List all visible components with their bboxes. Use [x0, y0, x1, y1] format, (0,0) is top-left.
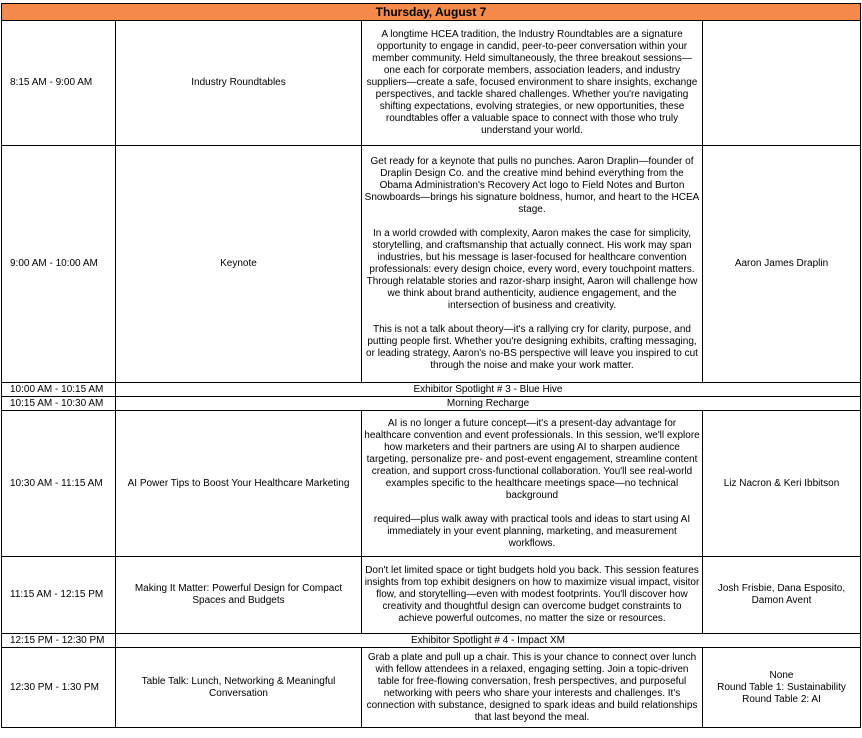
session-speakers: Liz Nacron & Keri Ibbitson — [703, 411, 861, 557]
schedule-row — [2, 383, 861, 397]
session-time: 12:15 PM - 12:30 PM — [2, 634, 116, 648]
schedule-row — [2, 411, 861, 557]
schedule-row — [2, 648, 861, 728]
schedule-row — [2, 557, 861, 634]
description-paragraph: A longtime HCEA tradition, the Industry Roundtables are a signature opportunity to engage in candid, peer-to-peer conversation within your member community. Held simultaneously, the three breakout sessions—one each for corporate members, association leaders, and industry suppliers—create a safe, focused environment to share insights, exchange perspectives, and tackle shared challenges. Whether you're navigating shifting expectations, evolving strategies, or new opportunities, these roundtables offer a valuable space to connect with those who truly understand your world. — [366, 29, 698, 136]
speaker-line: Round Table 1: Sustainability — [717, 681, 846, 693]
day-header-row — [2, 4, 861, 21]
description-paragraph: Grab a plate and pull up a chair. This is your chance to connect over lunch with fellow attendees in a relaxed, engaging setting. Join a topic-driven table for free-flowing conversation, fresh perspectives, and purposeful networking with peers who share your interests and challenges. It's connection with substance, designed to spark ideas and build relationships that last beyond the meal. — [366, 651, 698, 723]
session-title: Keynote — [116, 146, 362, 383]
session-speakers — [703, 21, 861, 146]
session-speakers: Josh Frisbie, Dana Esposito, Damon Avent — [703, 557, 861, 634]
session-speakers: Aaron James Draplin — [703, 146, 861, 383]
session-title: Making It Matter: Powerful Design for Compact Spaces and Budgets — [116, 557, 362, 634]
session-title: Industry Roundtables — [116, 21, 362, 146]
session-span-title: Morning Recharge — [116, 397, 861, 411]
schedule-row — [2, 146, 861, 383]
session-description — [362, 146, 703, 383]
session-time: 11:15 AM - 12:15 PM — [2, 557, 116, 634]
session-title: Table Talk: Lunch, Networking & Meaningful Conversation — [116, 648, 362, 728]
session-time: 8:15 AM - 9:00 AM — [2, 21, 116, 146]
description-paragraph: Don't let limited space or tight budgets hold you back. This session features insights from top exhibit designers on how to maximize visual impact, visitor flow, and storytelling—even with modest footprints. You'll discover how creativity and thoughtful design can overcome budget constraints to achieve powerful outcomes, no matter the size or resources. — [364, 565, 700, 624]
description-paragraph: AI is no longer a future concept—it's a present-day advantage for healthcare convention and event professionals. In this session, we'll explore how marketers and their partners are using AI to sharpen audience targeting, personalize pre- and post-event engagement, streamline content creation, and support cross-functional collaboration. You'll see real-world examples specific to the healthcare meetings space—no technical background — [364, 417, 700, 501]
session-time: 10:00 AM - 10:15 AM — [2, 383, 116, 397]
session-description — [362, 21, 703, 146]
description-paragraph: required—plus walk away with practical tools and ideas to start using AI immediately in your event planning, marketing, and measurement workflows. — [373, 513, 691, 549]
schedule-row — [2, 397, 861, 411]
schedule-table — [1, 3, 861, 728]
session-span-title: Exhibitor Spotlight # 3 - Blue Hive — [116, 383, 861, 397]
session-description — [362, 557, 703, 634]
session-time: 10:15 AM - 10:30 AM — [2, 397, 116, 411]
session-title: AI Power Tips to Boost Your Healthcare Marketing — [116, 411, 362, 557]
description-paragraph: This is not a talk about theory—it's a rallying cry for clarity, purpose, and putting people first. Whether you're designing exhibits, crafting messaging, or leading strategy, Aaron's no-BS perspective will leave you inspired to cut through the noise and make your work matter. — [366, 324, 698, 371]
speaker-line: None — [769, 669, 794, 681]
session-time: 12:30 PM - 1:30 PM — [2, 648, 116, 728]
session-description — [362, 648, 703, 728]
description-paragraph: In a world crowded with complexity, Aaron makes the case for simplicity, storytelling, and craftsmanship that actually connect. His work may span industries, but his message is laser-focused for healthcare convention professionals: every design choice, every word, every touchpoint matters. Through relatable stories and razor-sharp insight, Aaron will challenge how we think about brand authenticity, audience engagement, and the intersection of business and creativity. — [366, 228, 698, 311]
session-span-title: Exhibitor Spotlight # 4 - Impact XM — [116, 634, 861, 648]
description-paragraph: Get ready for a keynote that pulls no punches. Aaron Draplin—founder of Draplin Design Co. and the creative mind behind everything from the Obama Administration's Recovery Act logo to Field Notes and Burton Snowboards—brings his signature boldness, humor, and heart to the HCEA stage. — [364, 156, 700, 215]
schedule-row — [2, 634, 861, 648]
session-time: 10:30 AM - 11:15 AM — [2, 411, 116, 557]
day-header: Thursday, August 7 — [2, 4, 861, 21]
session-description — [362, 411, 703, 557]
session-speakers — [703, 648, 861, 728]
session-time: 9:00 AM - 10:00 AM — [2, 146, 116, 383]
speaker-line: Round Table 2: AI — [742, 693, 821, 705]
schedule-row — [2, 21, 861, 146]
